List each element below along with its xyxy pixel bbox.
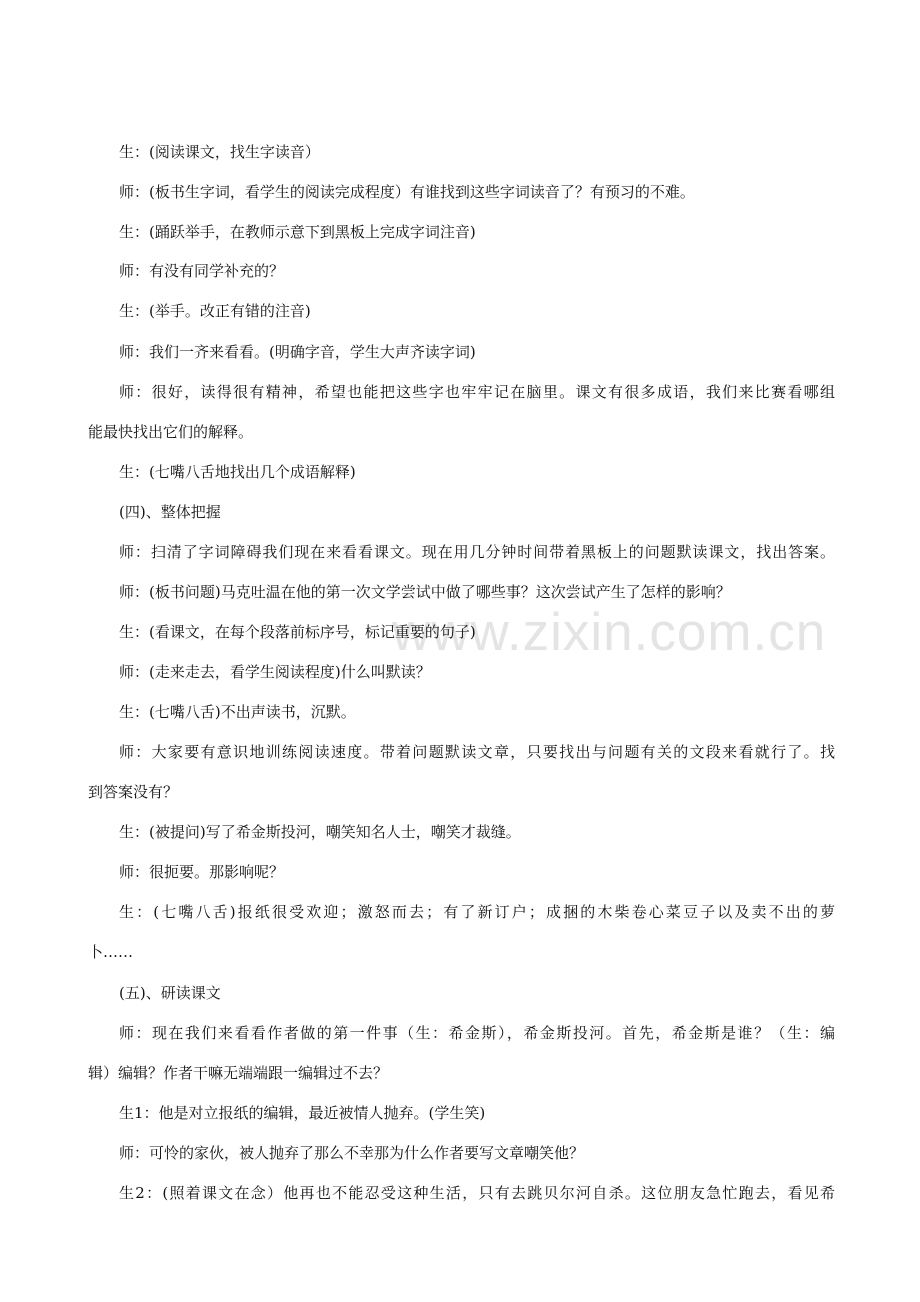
text-line: 师：我们一齐来看看。(明确字音，学生大声齐读字词) <box>119 343 476 361</box>
text-line: 师：现在我们来看看作者做的第一件事（生：希金斯），希金斯投河。首先，希金斯是谁？（生：编 <box>119 1024 835 1042</box>
text-line: 师：很扼要。那影响呢？ <box>119 863 285 881</box>
watermark: www.zixin.com.cn <box>392 603 827 662</box>
section-heading: (五)、研读课文 <box>119 984 221 1002</box>
text-line: 师：大家要有意识地训练阅读速度。带着问题默读文章，只要找出与问题有关的文段来看就行了。找 <box>119 743 835 761</box>
text-line: 生：(阅读课文，找生字读音） <box>119 143 320 161</box>
text-line: 生：(看课文，在每个段落前标序号，标记重要的句子) <box>119 623 476 641</box>
text-line: 辑）编辑？作者干嘛无端端跟一编辑过不去？ <box>88 1064 389 1082</box>
text-line: 生：(举手。改正有错的注音) <box>119 302 311 320</box>
text-line: 师：(板书问题)马克吐温在他的第一次文学尝试中做了哪些事？这次尝试产生了怎样的影响？ <box>119 583 731 601</box>
text-line: 生2：(照着课文在念）他再也不能忍受这种生活，只有去跳贝尔河自杀。这位朋友急忙跑去，看见希 <box>119 1184 835 1202</box>
text-line: 生：(七嘴八舌)报纸很受欢迎；激怒而去；有了新订户；成捆的木柴卷心菜豆子以及卖不出的萝 <box>119 903 835 921</box>
text-line: 能最快找出它们的解释。 <box>88 423 254 441</box>
text-line: 生：(七嘴八舌地找出几个成语解释) <box>119 463 356 481</box>
text-line: 师：扫清了字词障碍我们现在来看看课文。现在用几分钟时间带着黑板上的问题默读课文，找出答案。 <box>119 543 835 561</box>
text-line: 卜…… <box>88 943 134 961</box>
text-line: 师：可怜的家伙，被人抛弃了那么不幸那为什么作者要写文章嘲笑他？ <box>119 1144 585 1162</box>
text-line: 师：(板书生字词，看学生的阅读完成程度）有谁找到这些字词读音了？有预习的不难。 <box>119 183 695 201</box>
text-line: 生：(踊跃举手，在教师示意下到黑板上完成字词注音) <box>119 223 476 241</box>
text-line: 师：(走来走去，看学生阅读程度)什么叫默读？ <box>119 663 431 681</box>
text-line: 生：(七嘴八舌)不出声读书，沉默。 <box>119 703 356 721</box>
text-line: 生：(被提问)写了希金斯投河，嘲笑知名人士，嘲笑才裁缝。 <box>119 823 521 841</box>
text-line: 师：很好，读得很有精神，希望也能把这些字也牢牢记在脑里。课文有很多成语，我们来比赛看哪组 <box>119 383 835 401</box>
section-heading: (四)、整体把握 <box>119 503 221 521</box>
text-line: 生1：他是对立报纸的编辑，最近被情人抛弃。(学生笑) <box>119 1104 486 1122</box>
text-line: 师：有没有同学补充的？ <box>119 262 285 280</box>
text-line: 到答案没有？ <box>88 783 179 801</box>
